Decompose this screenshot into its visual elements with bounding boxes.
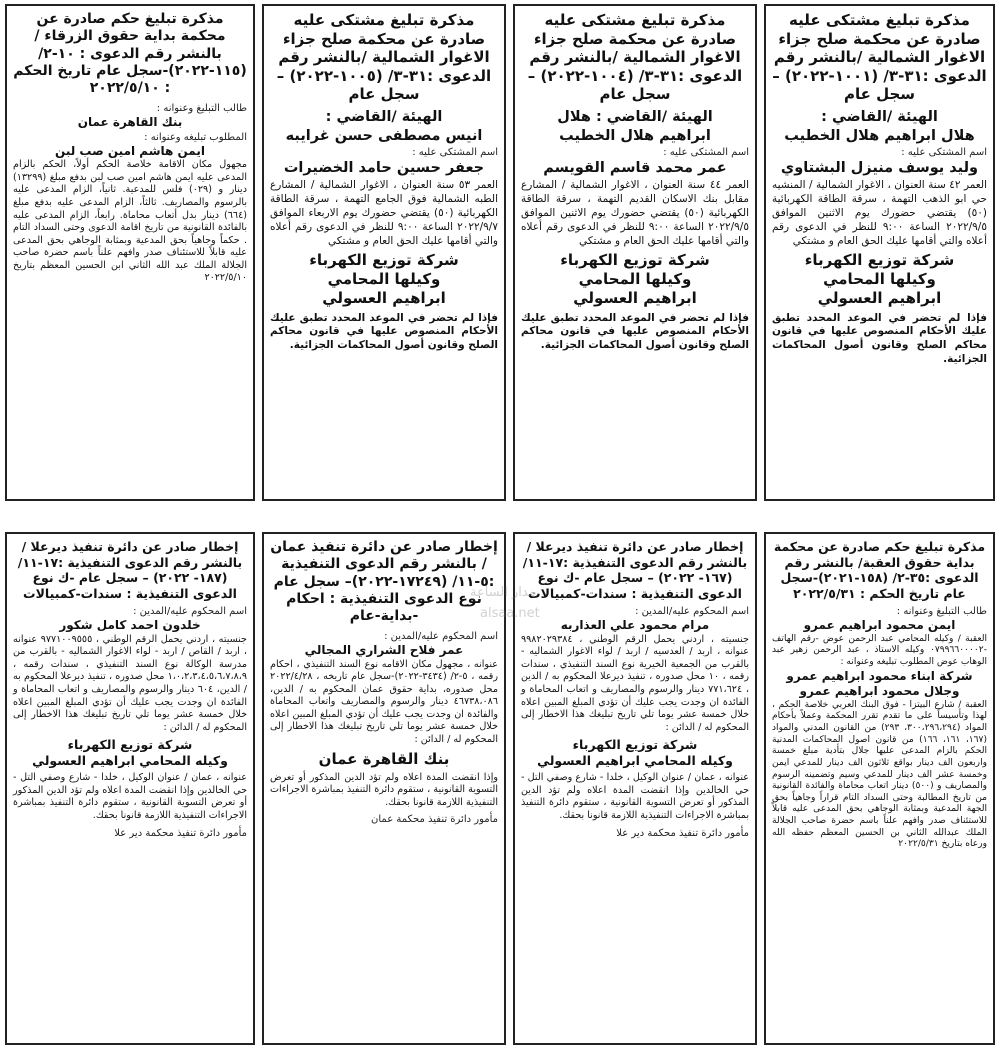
notice-6-signature: مأمور دائرة تنفيذ محكمة دير علا (616, 827, 749, 839)
notice-1-company-name: شركة توزيع الكهرباء (804, 251, 955, 269)
notice-1-body: العمر ٤٢ سنة العنوان ، الاغوار الشمالية / المنشيه حي ابو الذهب التهمة ، سرقة الطاقة الكهربائية (٥٠) يقتضي حضورك يوم الاثنين الموافق ٢٠٢٢/٩/٥ الساعة ٩:٠٠ للنظر في الدعوى رقم أعلاه والتي أقامها عليك الحق العام و مشتكي (772, 178, 987, 247)
notice-8 (5, 532, 255, 1045)
notice-5-claimant-label: طالب التبليغ وعنوانه : (896, 606, 987, 617)
notice-2-agent: وكيلها المحامي (578, 270, 692, 289)
notice-7-signature: مأمور دائرة تنفيذ محكمة عمان (371, 814, 498, 826)
notice-2 (513, 4, 757, 501)
notice-5 (764, 532, 995, 1045)
notice-3-body: العمر ٥٣ سنة العنوان ، الاغوار الشمالية / المشارع الطبه الشمالية فوق الجامع التهمة ، سرقة الطاقة الكهربائية (٥٠) يقتضي حضورك يوم الاربعاء الموافق ٢٠٢٢/٩/٧ الساعة ٩:٠٠ للنظر في الدعوى رقم أعلاه والتي أقامها عليك الحق العام و مشتكي (270, 178, 499, 247)
notice-2-company-name: شركة توزيع الكهرباء (560, 251, 710, 269)
notice-8-signature: مأمور دائرة تنفيذ محكمة دير علا (114, 827, 247, 839)
watermark-site-name: مدار الساعة (470, 585, 536, 600)
notice-2-title: مذكرة تبليغ مشتكى عليه صادرة عن محكمة صلح جزاء الاغوار الشمالية /بالنشر رقم الدعوى :٣١-٣/ (١٠٠٤-٢٠٢٢) – سجل عام (527, 11, 743, 104)
notice-4-title: مذكرة تبليغ حكم صادرة عن محكمة بداية حقوق الزرقاء / بالنشر رقم الدعوى : ١٠-٢/ (١١٥-٢٠٢٢)-سجل عام تاريخ الحكم : ٢٠٢٢/٥/١٠ (13, 11, 247, 97)
notice-1-lawyer: ابراهيم العسولي (817, 289, 942, 308)
notice-1-accused-label: اسم المشتكى عليه : (901, 146, 987, 158)
notice-5-body-1: العقبة / وكيله المحامي عبد الرحمن عوض -رقم الهاتف -٠٧٩٩٦٦٠٠٠٠٢ وكيله الاستاذ ، عبد الرحمن زهير عبد الوهاب عوض المطلوب تبليغه وعنوانه : (772, 633, 987, 668)
notice-4-target-name: ايمن هاشم امين صب لبن (55, 143, 205, 158)
notice-8-company (13, 737, 247, 769)
notice-1-bench-name: هلال ابراهيم هلال الخطيب (784, 127, 975, 144)
notice-5-claimant-name: ايمن محمود ابراهيم عمرو (803, 618, 956, 633)
notice-1-agent: وكيلها المحامي (823, 270, 936, 289)
notice-6-debtor-name: مرام محمود علي العذاربه (560, 618, 710, 633)
notice-2-bench-label: الهيئة /القاضي : هلال (557, 108, 713, 125)
watermark-site-url: alsaa.net (480, 606, 540, 621)
notice-6-company-name: شركة توزيع الكهرباء (572, 737, 698, 753)
notice-8-debtor-label: اسم المحكوم عليه/المدين : (133, 606, 247, 617)
notice-2-body: العمر ٤٤ سنة العنوان ، الاغوار الشمالية / المشارع مقابل بنك الاسكان القديم التهمة ، سرقة الطاقة الكهربائية (٥٠) يقتضي حضورك يوم الاثنين الموافق ٢٠٢٢/٩/٥ الساعة ٩:٠٠ للنظر في الدعوى رقم أعلاه والتي أقامها عليك الحق العام و مشتكي (521, 178, 749, 247)
notice-6-agent: وكيله المحامي ابراهيم العسولي (537, 753, 733, 769)
notice-6-debtor-label: اسم المحكوم عليه/المدين : (635, 606, 749, 617)
notice-6 (513, 532, 757, 1045)
notice-7-title: إخطار صادر عن دائرة تنفيذ عمان / بالنشر رقم الدعوى التنفيذية :٥-١١/ (١٧٢٤٩-٢٠٢٢)– سجل عام نوع الدعوى التنفيذية : احكام -بداية-عام (270, 539, 498, 625)
notice-5-target-name: شركة ابناء محمود ابراهيم عمرو وجلال محمود ابراهيم عمرو (786, 668, 973, 699)
notice-2-bench-name: ابراهيم هلال الخطيب (559, 127, 711, 144)
notice-8-company-name: شركة توزيع الكهرباء (67, 737, 193, 753)
notice-3-lawyer: ابراهيم العسولي (322, 289, 446, 308)
notice-1 (764, 4, 995, 501)
notice-3-bench-name: انيس مصطفى حسن غرايبه (285, 127, 483, 144)
notice-4 (5, 4, 255, 501)
notice-3-agent: وكيلها المحامي (327, 270, 441, 289)
notice-3-accused-name: جعفر حسين حامد الخضيرات (283, 159, 485, 176)
notice-2-company (521, 251, 749, 309)
notice-7-body: عنوانه ، مجهول مكان الاقامه نوع السند التنفيذي ، احكام رقمه ، ٥-٢/ (٣٤٣٤-٢٠٢٢)-سجل عام تاريخه ، ٢٠٢٢/٤/٢٨ محل صدوره، بداية حقوق عمان المحكوم به / الدين، ٤٦٧٣٨،٠٨٦ دينار والرسوم والمصاريف واتعاب المحاماة والفائدة ان وجدت يجب عليك أن تؤدي المبلغ المبين اعلاه خلال خمسة عشر يوما تلي تاريخ تبليغك هذا الاخطار إلى المحكوم له / الدائن : (270, 658, 498, 745)
notice-2-accused-name: عمر محمد قاسم القويسم (543, 159, 727, 176)
notice-3-title: مذكرة تبليغ مشتكى عليه صادرة عن محكمة صلح جزاء الاغوار الشمالية /بالنشر رقم الدعوى :٣١-٣/ (١٠٠٥-٢٠٢٢) – سجل عام (276, 11, 492, 104)
notice-8-body: جنسيته ، اردني يحمل الرقم الوطني ، ٩٧٧١٠٠٩٥٥٥ عنوانه ، اربد / القاص / اربد - لواء الاغوار الشماليه - بالقرب من مدرسة الوكالة نوع السند التنفيذي ، سندات رقمه ، ١،٠،٢،٣،٤،٥،٦،٧،٨،٩ محل صدوره ، تنفيذ ديرعلا المحكوم به / الدين، ٦٠٤ دينار والرسوم والمصاريف و اتعاب المحاماة و الفائدة ان وجدت يجب عليك أن تؤدي المبلغ المبين اعلاه خلال خمسة عشر يوما تلي تاريخ تبليغك هذا الاخطار إلى المحكوم له / الدائن : (13, 633, 247, 733)
notice-1-accused-name: وليد يوسف منيزل البشتاوي (780, 159, 979, 176)
notice-7-debtor-name: عمر فلاح الشراري المجالي (304, 642, 464, 657)
notice-2-lawyer: ابراهيم العسولي (573, 289, 697, 308)
notice-7-debtor-label: اسم المحكوم عليه/المدين : (384, 630, 498, 642)
notice-2-footer: فإذا لم تحضر في الموعد المحدد تطبق عليك الأحكام المنصوص عليها في قانون محاكم الصلح وقانون أصول المحاكمات الجزائية. (521, 311, 749, 352)
notice-4-body: مجهول مكان الاقامة خلاصة الحكم أولاً، الحكم بالزام المدعى عليه ايمن هاشم امين صب لبن بدفع مبلغ (١٣٢٩٩) دينار و (٠٢٩) فلس للمدعية. ثانياً، الزام المدعى عليه بالرسوم والمصاريف. ثالثاً، الزام المدعى عليه بدفع مبلغ (٦٦٤) دينار بدل أتعاب محاماة. رابعاً، الزام المدعى عليه بالفائدة القانونية من تاريخ اقامة الدعوى وحتى السداد التام . حكماً وجاهياً بحق المدعية وبمثابة الوجاهي بحق المدعى عليه قابلاً للاستئناف صدر وافهم علناً باسم حضرة صاحب الجلالة الملك عبد الله الثاني ابن الحسين المعظم بتاريخ ٢٠٢٢/٥/١٠ (13, 159, 247, 284)
notice-6-company (521, 737, 749, 769)
notice-7-creditor: بنك القاهرة عمان (318, 749, 450, 768)
notice-3-footer: فإذا لم تحضر في الموعد المحدد تطبق عليك الأحكام المنصوص عليها في قانون محاكم الصلح وقانون أصول المحاكمات الجزائية. (270, 311, 498, 352)
notice-3-company (270, 251, 498, 309)
notice-3-accused-label: اسم المشتكى عليه : (412, 146, 498, 158)
notice-2-accused-label: اسم المشتكى عليه : (663, 146, 749, 158)
notice-7-body-2: وإذا انقضت المدة اعلاه ولم تؤد الدين المذكور أو تعرض التسوية القانونية ، ستقوم دائرة التنفيذ بمباشرة الاجراءات التنفيذية اللازمة قانونا بحقك. (270, 771, 498, 808)
notice-3-company-name: شركة توزيع الكهرباء (309, 251, 459, 269)
notice-8-body-2: عنوانه ، عمان / عنوان الوكيل ، خلدا - شارع وصفي التل - حي الخالدين وإذا انقضت المدة اعلاه ولم تؤد الدين المذكور أو تعرض التسوية القانونية ، ستقوم دائرة التنفيذ بمباشرة الاجراءات التنفيذية اللازمة قانونا بحقك. (13, 772, 247, 821)
notice-1-footer: فإذا لم تحضر في الموعد المحدد تطبق عليك الأحكام المنصوص عليها في قانون محاكم الصلح وقانون أصول المحاكمات الجزائية. (772, 311, 987, 366)
notice-4-target-label: المطلوب تبليغه وعنوانه : (144, 131, 247, 143)
notice-6-title: إخطار صادر عن دائرة تنفيذ ديرعلا / بالنشر رقم الدعوى التنفيذية :١٧-١١/ (١٦٧- ٢٠٢٢) – سجل عام -ك نوع الدعوى التنفيذية : سندات-كمبيالات (522, 539, 748, 601)
notice-3-bench-label: الهيئة /القاضي : (325, 108, 443, 125)
notice-1-title: مذكرة تبليغ مشتكى عليه صادرة عن محكمة صلح جزاء الاغوار الشمالية /بالنشر رقم الدعوى :٣١-٣/ (١٠٠١-٢٠٢٢) – سجل عام (772, 11, 987, 104)
notice-8-agent: وكيله المحامي ابراهيم العسولي (32, 753, 228, 769)
notice-5-title: مذكرة تبليغ حكم صادرة عن محكمة بداية حقوق العقبة/ بالنشر رقم الدعوى :٣٥-٢/ (١٥٨-٢٠٢١)-سجل عام تاريخ الحكم : ٢٠٢٢/٥/٣١ (773, 539, 986, 601)
notice-3 (262, 4, 506, 501)
notice-4-claimant-name: بنك القاهرة عمان (77, 114, 183, 129)
notice-4-claimant-label: طالب التبليغ وعنوانه : (156, 102, 247, 114)
notice-8-title: إخطار صادر عن دائرة تنفيذ ديرعلا / بالنشر رقم الدعوى التنفيذية :١٧-١١/ (١٨٧- ٢٠٢٢) – سجل عام -ك نوع الدعوى التنفيذية : سندات-كمبيالات (17, 539, 243, 601)
notice-6-body: جنسيته ، اردني يحمل الرقم الوطني ، ٩٩٨٢٠٢٩٣٨٤ عنوانه ، اربد / العدسيه / اربد / لواء الاغوار الشماليه - بالقرب من الجمعية الخيرية نوع السند التنفيذي ، سندات رقمه ، ١٠ محل صدوره ، تنفيذ ديرعلا المحكوم به / الدين ، ٧٧١،٦٢٤ دينار والرسوم والمصاريف و اتعاب المحاماة و الفائدة ان وجدت يجب عليك أن تؤدي المبلغ المبين اعلاه خلال خمسة عشر يوما تلي تاريخ تبليغك هذا الاخطار إلى المحكوم له / الدائن : (521, 633, 749, 733)
notice-6-body-2: عنوانه ، عمان / عنوان الوكيل ، خلدا - شارع وصفي التل - حي الخالدين وإذا انقضت المدة اعلاه ولم تؤد الدين المذكور أو تعرض التسوية القانونية ، ستقوم دائرة التنفيذ بمباشرة الاجراءات التنفيذية اللازمة قانونا بحقك. (521, 772, 749, 821)
notice-1-bench-label: الهيئة /القاضي : (821, 108, 938, 125)
notice-8-debtor-name: خلدون احمد كامل شكور (59, 618, 201, 633)
notice-7 (262, 532, 506, 1045)
notice-1-company (772, 251, 987, 309)
notice-5-body-2: العقبة / شارع البيتزا - فوق البنك العربي خلاصة الحكم ، لهذا وتأسيساً على ما تقدم تقرر المحكمة وعملاً بأحكام المواد (٣٠٠،٢٩٦،٢٩٤، ٢٩٣) من القانون المدني والمواد (١٦٧، ١٦١، ١٦٦) من قانون اصول المحاكمات المدنية الحكم بالزام المدعى عليها جلال بتأدية مبلغ خمسة واربعون الف دينار بواقع ثلاثون الف دينار للمدعي ايمن وخمسة عشر الف دينار للمدعي وسيم وتضمينه الرسوم والمصاريف و (٥٠٠) دينار اتعاب محاماة والفائدة القانونية من تاريخ المطالبة وحتى السداد التام قراراً وجاهياً بحق الجهة المدعية وبمثابة الوجاهي بحق المدعى عليه قابلاً للاستئناف صدر وافهم علناً باسم حضرة صاحب الجلالة الملك عبدالله الثاني بن الحسين المعظم حفظه الله ورعاه بتاريخ ٢٠٢٢/٥/٣١ (772, 699, 988, 850)
